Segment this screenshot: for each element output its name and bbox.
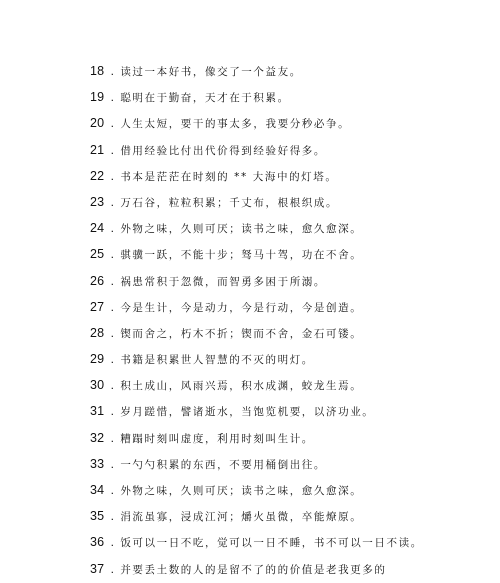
list-item [90,241,423,267]
list-item [90,268,423,294]
item-separator: . [110,352,114,367]
item-text: 万石谷，粒粒积累；千丈布，根根织成。 [120,196,339,209]
item-text: 借用经验比付出代价得到经验好得多。 [120,144,327,157]
item-separator: . [110,456,114,471]
item-number: 33 [90,456,105,471]
item-separator: . [110,221,114,236]
item-text: 岁月蹉惜，譬诸逝水，当饱览机要，以济功业。 [120,406,375,419]
item-text: 外物之味，久则可厌；读书之味，愈久愈深。 [120,485,363,497]
list-item [90,58,423,84]
item-number: 36 [90,535,105,550]
list-item [90,477,423,503]
item-text: 一勺勺积累的东西，不要用桶倒出往。 [120,458,327,471]
item-number: 20 [90,116,105,131]
list-item [90,320,423,346]
item-number: 21 [90,142,105,157]
item-separator: . [110,90,114,105]
list-item [90,529,423,555]
item-number: 26 [90,273,105,288]
item-separator: . [110,116,114,131]
item-text: 人生太短，要干的事太多，我要分秒必争。 [120,118,351,131]
list-item [90,215,423,241]
item-number: 23 [90,194,105,209]
quote-list [90,58,423,582]
item-separator: . [110,64,114,78]
item-number: 18 [90,64,105,78]
item-number: 34 [90,483,105,497]
list-item [90,84,423,110]
list-item [90,137,423,163]
item-text: 涓流虽寡，浸成江河；爝火虽微，卒能燎原。 [120,511,363,524]
list-item [90,294,423,320]
item-text: 锲而舍之，朽木不折；锲而不舍，金石可镂。 [120,327,363,340]
item-separator: . [110,247,114,262]
item-text: 积土成山，风雨兴焉，积水成渊，蛟龙生焉。 [120,380,363,393]
item-number: 29 [90,352,105,367]
item-separator: . [110,325,114,340]
item-number: 30 [90,378,105,393]
item-text: 骐骥一跃，不能十步；驽马十驾，功在不舍。 [120,249,363,262]
item-text: 书籍是积累世人智慧的不灭的明灯。 [120,354,314,367]
item-separator: . [110,430,114,445]
item-separator: . [110,561,114,576]
item-text: 糟蹋时刻叫虚度，利用时刻叫生计。 [120,432,314,445]
item-separator: . [110,535,114,550]
list-item [90,163,423,189]
list-item [90,346,423,372]
list-item [90,110,423,136]
item-number: 19 [90,90,105,105]
list-item [90,556,423,582]
item-number: 28 [90,325,105,340]
item-number: 35 [90,509,105,524]
item-number: 22 [90,168,105,183]
item-text: 读过一本好书，像交了一个益友。 [120,66,302,78]
item-separator: . [110,273,114,288]
item-separator: . [110,483,114,497]
item-text: 外物之味，久则可厌；读书之味，愈久愈深。 [120,223,363,236]
item-number: 25 [90,247,105,262]
item-text: 聪明在于勤奋，天才在于积累。 [120,92,290,105]
item-text: 祸患常积于忽微，而智勇多困于所溺。 [120,275,327,288]
item-text: 并要丢土数的人的是留不了的的价值是老我更多的 [120,563,387,576]
item-number: 27 [90,299,105,314]
item-separator: . [110,509,114,524]
item-number: 31 [90,404,105,419]
item-text: 书本是茫茫在时刻的 ** 大海中的灯塔。 [120,170,338,183]
item-separator: . [110,142,114,157]
list-item [90,189,423,215]
item-separator: . [110,404,114,419]
item-number: 37 [90,561,105,576]
list-item [90,425,423,451]
item-text: 今是生计，今是动力，今是行动，今是创造。 [120,301,363,314]
item-text: 饭可以一日不吃，觉可以一日不睡，书不可以一日不读。 [120,537,423,550]
item-separator: . [110,299,114,314]
list-item [90,372,423,398]
item-separator: . [110,168,114,183]
item-number: 32 [90,430,105,445]
list-item [90,398,423,424]
item-separator: . [110,194,114,209]
list-item [90,451,423,477]
item-separator: . [110,378,114,393]
list-item [90,503,423,529]
item-number: 24 [90,221,105,236]
